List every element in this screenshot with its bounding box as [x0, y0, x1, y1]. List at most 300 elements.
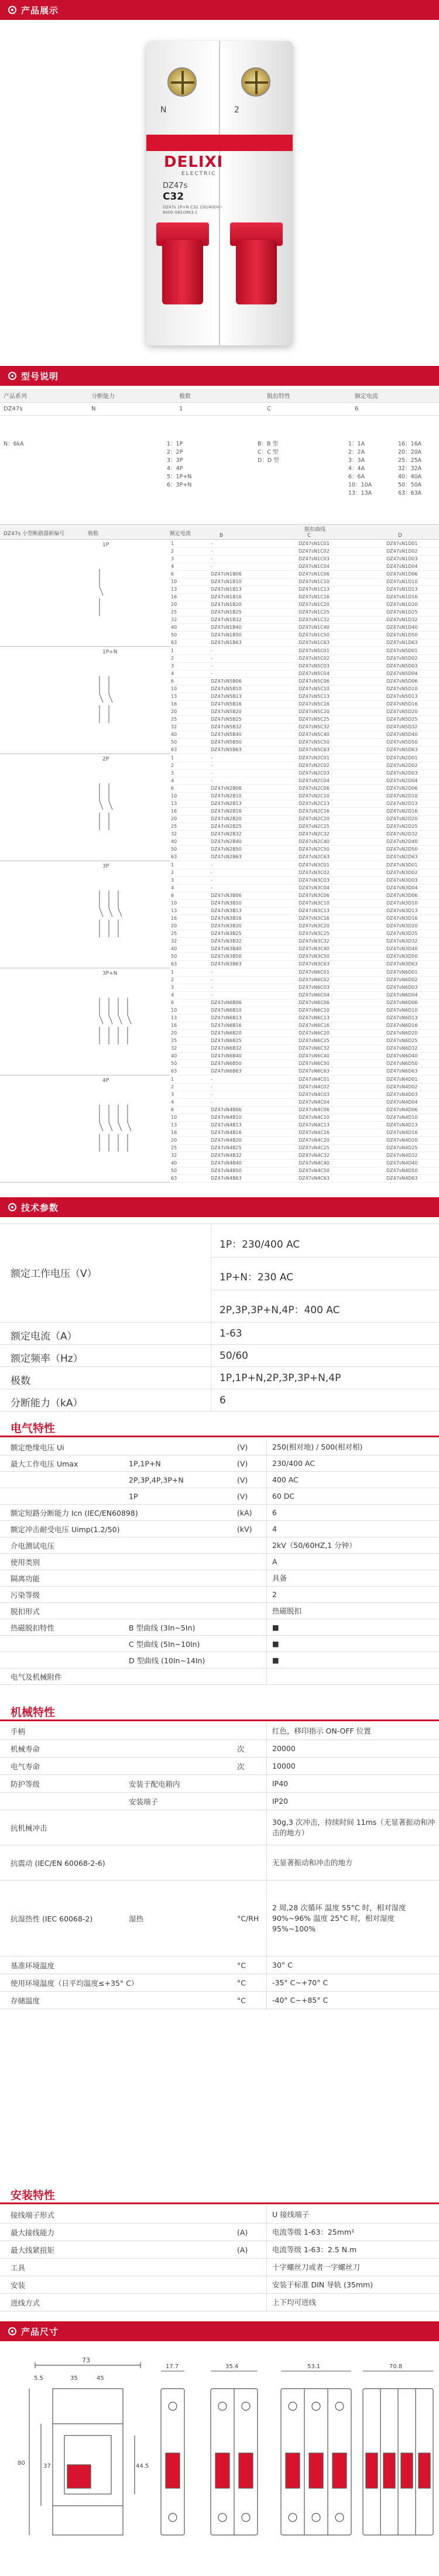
table-cell: DZ47sN4B40: [211, 1160, 242, 1166]
table-cell: DZ47sN3C40: [299, 946, 330, 951]
table-cell: 16: [171, 809, 177, 814]
table-cell: DZ47sN1D32: [386, 617, 418, 622]
electrical-title: 电气特性: [11, 1422, 56, 1435]
table-row: [0, 2259, 439, 2276]
table-row: [170, 777, 439, 785]
section-bullet-icon: [8, 6, 16, 14]
table-cell: 6: [171, 679, 174, 684]
table-row: [170, 1114, 439, 1122]
table-cell: 1: [171, 541, 174, 546]
param-value: ■: [272, 1622, 279, 1632]
table-cell: 25: [171, 1038, 177, 1043]
table-cell: -: [211, 1084, 212, 1090]
table-row: [170, 1067, 439, 1075]
table-cell: DZ47sN5C04: [299, 671, 330, 676]
table-cell: DZ47sN6B20: [211, 1030, 242, 1036]
param-value: 2 周,28 次循环 温度 55°C 时，相对湿度 90%~96% 温度 25°C 时，相对湿度 95%~100%: [272, 1903, 406, 1933]
table-cell: DZ47sN2D32: [386, 831, 418, 837]
table-cell: DZ47sN4C02: [299, 1084, 330, 1090]
table-cell: DZ47sN6D25: [386, 1038, 418, 1043]
table-cell: DZ47sN2D25: [386, 824, 418, 829]
table-cell: 3: [171, 1092, 174, 1097]
table-cell: DZ47sN2B16: [211, 809, 242, 814]
table-cell: DZ47sN2C40: [299, 839, 330, 844]
table-cell: 1: [171, 648, 174, 653]
table-row: [170, 984, 439, 992]
table-cell: DZ47sN3D03: [386, 878, 418, 883]
model-option: C：C 型: [258, 449, 279, 455]
param-sub: B 型曲线 (3In~5In): [129, 1623, 196, 1632]
table-cell: 32: [171, 1153, 177, 1158]
param-unit: (V): [237, 1475, 248, 1484]
param-name: 接线端子形式: [11, 2210, 55, 2219]
table-cell: DZ47sN2C63: [299, 854, 330, 859]
table-cell: DZ47sN3D01: [386, 862, 418, 868]
table-cell: DZ47sN1C03: [299, 556, 330, 561]
table-cell: 63: [171, 854, 177, 859]
table-cell: DZ47sN5C25: [299, 717, 330, 722]
table-cell: 63: [171, 640, 177, 645]
terminal-label-n: N: [160, 105, 167, 115]
table-cell: 13: [171, 1015, 177, 1020]
table-cell: DZ47sN3C25: [299, 931, 330, 936]
table-cell: DZ47sN3D40: [386, 946, 418, 951]
table-row: [170, 647, 439, 655]
table-cell: DZ47sN4D13: [386, 1122, 418, 1128]
table-row: [0, 1472, 439, 1488]
table-cell: DZ47sN4D50: [386, 1168, 418, 1173]
table-cell: DZ47sN4C01: [299, 1077, 330, 1082]
dimension-svg: [0, 2342, 439, 2574]
table-cell: -: [211, 755, 212, 761]
table-cell: 50: [171, 632, 177, 638]
table-cell: DZ47sN1D01: [386, 541, 418, 546]
model-option: 10：10A: [348, 482, 372, 488]
table-cell: 50: [171, 1168, 177, 1173]
table-row: [170, 1083, 439, 1091]
section-bullet-icon: [8, 2327, 16, 2335]
table-row: [0, 1537, 439, 1554]
param-name: 抗机械冲击: [11, 1823, 47, 1832]
rated-voltage-label: 额定工作电压（V）: [11, 1268, 97, 1280]
table-row: [170, 616, 439, 624]
table-cell: 2: [171, 763, 174, 768]
model-option: 4：4A: [348, 465, 365, 472]
side-view-drawing: [29, 2362, 140, 2535]
section-header-model: 型号说明: [0, 366, 439, 386]
table-cell: 20: [171, 1138, 177, 1143]
table-cell: DZ47sN3C16: [299, 916, 330, 921]
section-header-dimensions: 产品尺寸: [0, 2321, 439, 2341]
table-cell: DZ47sN3C04: [299, 885, 330, 890]
table-cell: -: [211, 885, 212, 890]
table-row: [170, 1060, 439, 1068]
table-row: [0, 1439, 439, 1455]
table-cell: 10: [171, 1008, 177, 1013]
table-cell: -: [211, 862, 212, 868]
table-cell: -: [211, 656, 212, 661]
table-cell: DZ47sN4B25: [211, 1145, 242, 1150]
table-cell: DZ47sN6B16: [211, 1023, 242, 1028]
model-cell: N: [91, 406, 96, 412]
model-option: 2：2P: [167, 449, 183, 455]
table-row: [170, 800, 439, 808]
param-value: ■: [272, 1639, 279, 1648]
param-name: 介电测试电压: [11, 1541, 55, 1550]
table-cell: DZ47sN5C63: [299, 747, 330, 752]
table-cell: DZ47sN3C50: [299, 954, 330, 959]
table-cell: 16: [171, 1023, 177, 1028]
model-header: 产品系列: [4, 393, 27, 400]
pole-schematic-icon: [88, 888, 158, 940]
model-option: 63：63A: [398, 490, 422, 496]
table-cell: 10: [171, 579, 177, 584]
rated-current-label: 额定电流（A）: [11, 1331, 77, 1342]
table-cell: 20: [171, 1030, 177, 1036]
breaking-label: 分断能力（kA）: [11, 1397, 83, 1409]
table-cell: 6: [171, 893, 174, 898]
table-row: [0, 1758, 439, 1775]
table-cell: -: [211, 970, 212, 975]
table-row: [170, 655, 439, 663]
table-row: [170, 922, 439, 930]
param-name: 工具: [11, 2263, 26, 2272]
svg-text:70.8: 70.8: [389, 2363, 403, 2370]
param-name: 额定冲击耐受电压 Uimp(1.2/50): [11, 1525, 120, 1534]
basic-parameters-table: [0, 1224, 439, 1411]
table-cell: DZ47sN3C01: [299, 862, 330, 868]
table-cell: DZ47sN1D03: [386, 556, 418, 561]
rated-voltage-value: 1P：230/400 AC: [220, 1239, 300, 1251]
table-row: [0, 1505, 439, 1521]
table-cell: DZ47sN3D13: [386, 908, 418, 913]
table-cell: -: [211, 985, 212, 990]
table-cell: DZ47sN1D63: [386, 640, 418, 645]
param-value: 2: [272, 1590, 277, 1599]
table-cell: DZ47sN1B63: [211, 640, 242, 645]
model-option: 3：3P: [167, 457, 183, 464]
model-option: 40：40A: [398, 474, 422, 480]
table-cell: 2: [171, 656, 174, 661]
table-row: [170, 960, 439, 968]
model-option: 25：25A: [398, 457, 422, 464]
table-cell: DZ47sN6C06: [299, 1000, 330, 1005]
table-row: [170, 1159, 439, 1167]
table-cell: DZ47sN2C03: [299, 770, 330, 776]
table-cell: DZ47sN1B13: [211, 587, 242, 592]
model-header: 脱扣特性: [267, 393, 290, 400]
table-cell: 2: [171, 549, 174, 554]
table-cell: -: [211, 556, 212, 561]
table-cell: DZ47sN4C32: [299, 1153, 330, 1158]
param-unit: (kA): [237, 1508, 252, 1517]
rated-voltage-value: 2P,3P,3P+N,4P：400 AC: [220, 1304, 340, 1316]
table-cell: DZ47sN3B10: [211, 900, 242, 906]
param-name: 基准环境温度: [11, 1961, 55, 1970]
table-cell: 16: [171, 916, 177, 921]
param-sub: 2P,3P,4P,3P+N: [129, 1475, 184, 1484]
table-cell: -: [211, 870, 212, 875]
table-cell: 6: [171, 786, 174, 791]
table-cell: DZ47sN1C32: [299, 617, 330, 622]
table-row: [0, 1793, 439, 1810]
table-row: [0, 2206, 439, 2224]
param-unit: (A): [237, 2228, 248, 2236]
table-row: [0, 1775, 439, 1793]
table-cell: DZ47sN5B50: [211, 739, 242, 745]
table-row: [170, 563, 439, 571]
param-name: 抗震动 (IEC/EN 60068-2-6): [11, 1858, 105, 1868]
table-cell: DZ47sN3C02: [299, 870, 330, 875]
table-cell: DZ47sN4D01: [386, 1077, 418, 1082]
dim-top-width: 73: [82, 2356, 90, 2364]
table-cell: 1: [171, 862, 174, 868]
table-cell: 50: [171, 847, 177, 852]
table-cell: 13: [171, 1122, 177, 1128]
param-value: 30g,3 次冲击，持续时间 11ms（无显著振动和冲击的地方）: [272, 1817, 435, 1837]
table-cell: DZ47sN2C04: [299, 778, 330, 783]
table-cell: DZ47sN2B25: [211, 824, 242, 829]
pole-block: [0, 1075, 439, 1183]
param-sub: 1P: [129, 1492, 138, 1501]
order-code-table: [0, 524, 439, 1184]
param-name: 热磁脱扣特性: [11, 1623, 55, 1632]
svg-text:44.5: 44.5: [136, 2463, 149, 2469]
table-cell: DZ47sN6C03: [299, 985, 330, 990]
order-table-header: DZ47s 小型断路器新编号 极数 额定电流 脱扣曲线 B C D: [0, 525, 439, 540]
table-cell: DZ47sN1D50: [386, 632, 418, 638]
table-cell: 2: [171, 977, 174, 982]
table-cell: DZ47sN4D06: [386, 1107, 418, 1112]
pole-label: 2P: [102, 756, 109, 762]
model-option: 3：3A: [348, 457, 365, 464]
table-cell: DZ47sN1C13: [299, 587, 330, 592]
table-cell: DZ47sN1C40: [299, 625, 330, 630]
table-row: [170, 892, 439, 900]
installation-table: [0, 2206, 439, 2323]
table-cell: DZ47sN4C63: [299, 1176, 330, 1181]
table-cell: DZ47sN2C10: [299, 793, 330, 799]
model-option: 16：16A: [398, 441, 422, 447]
table-cell: DZ47sN2D04: [386, 778, 418, 783]
table-row: [170, 1121, 439, 1129]
table-row: [170, 1029, 439, 1037]
table-cell: DZ47sN6D01: [386, 970, 418, 975]
table-cell: DZ47sN1B10: [211, 579, 242, 584]
table-cell: -: [211, 663, 212, 669]
table-cell: 32: [171, 617, 177, 622]
table-row: [170, 723, 439, 731]
table-cell: 50: [171, 1061, 177, 1066]
table-cell: DZ47sN5C13: [299, 694, 330, 699]
pole-label: 1P: [102, 542, 109, 548]
svg-text:37: 37: [43, 2463, 51, 2469]
table-cell: DZ47sN5D13: [386, 694, 418, 699]
svg-text:5.5: 5.5: [34, 2375, 43, 2382]
model-cell: 1: [179, 406, 183, 412]
table-cell: DZ47sN1C10: [299, 579, 330, 584]
param-value: 60 DC: [272, 1491, 295, 1501]
param-value: 安装于标准 DIN 导轨 (35mm): [272, 2280, 373, 2289]
table-cell: DZ47sN5C10: [299, 686, 330, 691]
installation-title: 安装特性: [11, 2189, 56, 2202]
param-sub: C 型曲线 (5In~10In): [129, 1639, 200, 1649]
table-cell: 16: [171, 701, 177, 707]
param-value: U 接线端子: [272, 2210, 310, 2219]
table-row: [170, 1144, 439, 1152]
table-cell: 13: [171, 801, 177, 806]
table-cell: DZ47sN6D16: [386, 1023, 418, 1028]
model-options: [0, 417, 439, 505]
param-sub: 湿热: [129, 1914, 144, 1923]
param-name: 存储温度: [11, 1996, 40, 2005]
table-cell: DZ47sN3D32: [386, 938, 418, 944]
model-option: 6：3P+N: [167, 482, 192, 488]
table-cell: 16: [171, 594, 177, 600]
table-row: [0, 2276, 439, 2294]
table-cell: DZ47sN6D02: [386, 977, 418, 982]
table-row: [0, 1554, 439, 1570]
table-row: [0, 2241, 439, 2259]
terminal-screw-icon: [167, 67, 197, 97]
table-cell: 25: [171, 824, 177, 829]
table-cell: DZ47sN4C04: [299, 1099, 330, 1105]
table-cell: 10: [171, 793, 177, 799]
table-row: [170, 869, 439, 877]
param-value: 10000: [272, 1761, 296, 1770]
table-cell: DZ47sN2B20: [211, 816, 242, 821]
table-cell: DZ47sN4D32: [386, 1153, 418, 1158]
front-view-4p: [363, 2389, 433, 2535]
table-row: [0, 1845, 439, 1880]
table-cell: 2: [171, 1084, 174, 1090]
table-cell: DZ47sN3D50: [386, 954, 418, 959]
table-cell: DZ47sN4D04: [386, 1099, 418, 1105]
table-cell: DZ47sN5C02: [299, 656, 330, 661]
poles-label: 极数: [11, 1375, 30, 1387]
table-cell: DZ47sN3C03: [299, 878, 330, 883]
table-cell: DZ47sN1B32: [211, 617, 242, 622]
table-cell: DZ47sN5B10: [211, 686, 242, 691]
table-cell: 1: [171, 755, 174, 761]
table-cell: DZ47sN4B16: [211, 1130, 242, 1135]
table-cell: DZ47sN6D40: [386, 1053, 418, 1059]
table-row: [0, 2224, 439, 2241]
model-option: 50：50A: [398, 482, 422, 488]
table-cell: DZ47sN5B40: [211, 732, 242, 737]
table-cell: DZ47sN4D20: [386, 1138, 418, 1143]
table-cell: DZ47sN6D63: [386, 1068, 418, 1074]
param-name: 安装: [11, 2280, 26, 2290]
table-cell: DZ47sN5D32: [386, 724, 418, 729]
table-cell: DZ47sN6B25: [211, 1038, 242, 1043]
table-row: [0, 1957, 439, 1974]
model-cell: C: [267, 406, 271, 412]
table-cell: DZ47sN6C32: [299, 1046, 330, 1051]
param-name: 机械寿命: [11, 1744, 40, 1753]
table-cell: DZ47sN3C06: [299, 893, 330, 898]
table-row: [0, 1636, 439, 1652]
table-cell: 32: [171, 831, 177, 837]
table-cell: DZ47sN2C02: [299, 763, 330, 768]
svg-text:35: 35: [70, 2375, 78, 2382]
table-cell: 3: [171, 985, 174, 990]
table-cell: DZ47sN6C02: [299, 977, 330, 982]
pole-block: [0, 647, 439, 754]
table-row: [0, 1488, 439, 1505]
table-cell: DZ47sN2B32: [211, 831, 242, 837]
param-unit: (A): [237, 2245, 248, 2254]
table-row: [170, 540, 439, 548]
product-fine-print: DZ47s 1P+N C32 230/400V~ 6000 GB10963.1: [163, 205, 223, 215]
table-cell: DZ47sN1B50: [211, 632, 242, 638]
table-cell: DZ47sN3C20: [299, 923, 330, 929]
table-cell: DZ47sN1C20: [299, 602, 330, 607]
table-row: [170, 746, 439, 754]
table-cell: DZ47sN1D10: [386, 579, 418, 584]
table-cell: DZ47sN3B50: [211, 954, 242, 959]
table-row: [170, 738, 439, 746]
table-cell: DZ47sN6C63: [299, 1068, 330, 1074]
table-row: [0, 1974, 439, 1992]
table-cell: 50: [171, 739, 177, 745]
table-cell: DZ47sN5C06: [299, 679, 330, 684]
table-cell: 4: [171, 778, 174, 783]
param-name: 电气寿命: [11, 1762, 40, 1771]
table-row: [170, 1037, 439, 1045]
table-cell: DZ47sN1B20: [211, 602, 242, 607]
param-value: 十字螺丝刀或者一字螺丝刀: [272, 2262, 361, 2272]
table-cell: DZ47sN5D40: [386, 732, 418, 737]
mechanical-title: 机械特性: [11, 1706, 56, 1719]
table-cell: 3: [171, 878, 174, 883]
table-row: [0, 1880, 439, 1957]
param-name: 最大接线能力: [11, 2228, 55, 2237]
table-cell: DZ47sN4D40: [386, 1160, 418, 1166]
table-cell: DZ47sN6B50: [211, 1061, 242, 1066]
table-cell: DZ47sN1D13: [386, 587, 418, 592]
frequency-value: 50/60: [220, 1350, 248, 1362]
table-cell: 4: [171, 1099, 174, 1105]
table-cell: DZ47sN4B10: [211, 1115, 242, 1120]
table-cell: DZ47sN5C40: [299, 732, 330, 737]
param-value: IP40: [272, 1779, 289, 1788]
param-value: 电流等级 1-63：2.5 N.m: [272, 2245, 357, 2254]
table-cell: 25: [171, 931, 177, 936]
table-cell: -: [211, 549, 212, 554]
table-cell: DZ47sN5B25: [211, 717, 242, 722]
table-row: [0, 1669, 439, 1685]
table-row: [170, 845, 439, 854]
table-cell: DZ47sN5D03: [386, 663, 418, 669]
table-cell: DZ47sN5B16: [211, 701, 242, 707]
table-cell: DZ47sN1C02: [299, 549, 330, 554]
table-row: [170, 662, 439, 670]
table-cell: DZ47sN2D06: [386, 786, 418, 791]
table-cell: DZ47sN6C25: [299, 1038, 330, 1043]
table-cell: DZ47sN3D25: [386, 931, 418, 936]
toggle-lever: [236, 240, 277, 304]
table-cell: DZ47sN1C01: [299, 541, 330, 546]
table-cell: DZ47sN4C50: [299, 1168, 330, 1173]
table-row: [170, 570, 439, 578]
model-option: 1：1P: [167, 441, 183, 447]
param-value: ■: [272, 1655, 279, 1664]
param-unit: °C: [237, 1996, 246, 2005]
table-cell: DZ47sN2C25: [299, 824, 330, 829]
param-value: 无显著振动和冲击的地方: [272, 1858, 353, 1867]
table-row: [170, 876, 439, 885]
